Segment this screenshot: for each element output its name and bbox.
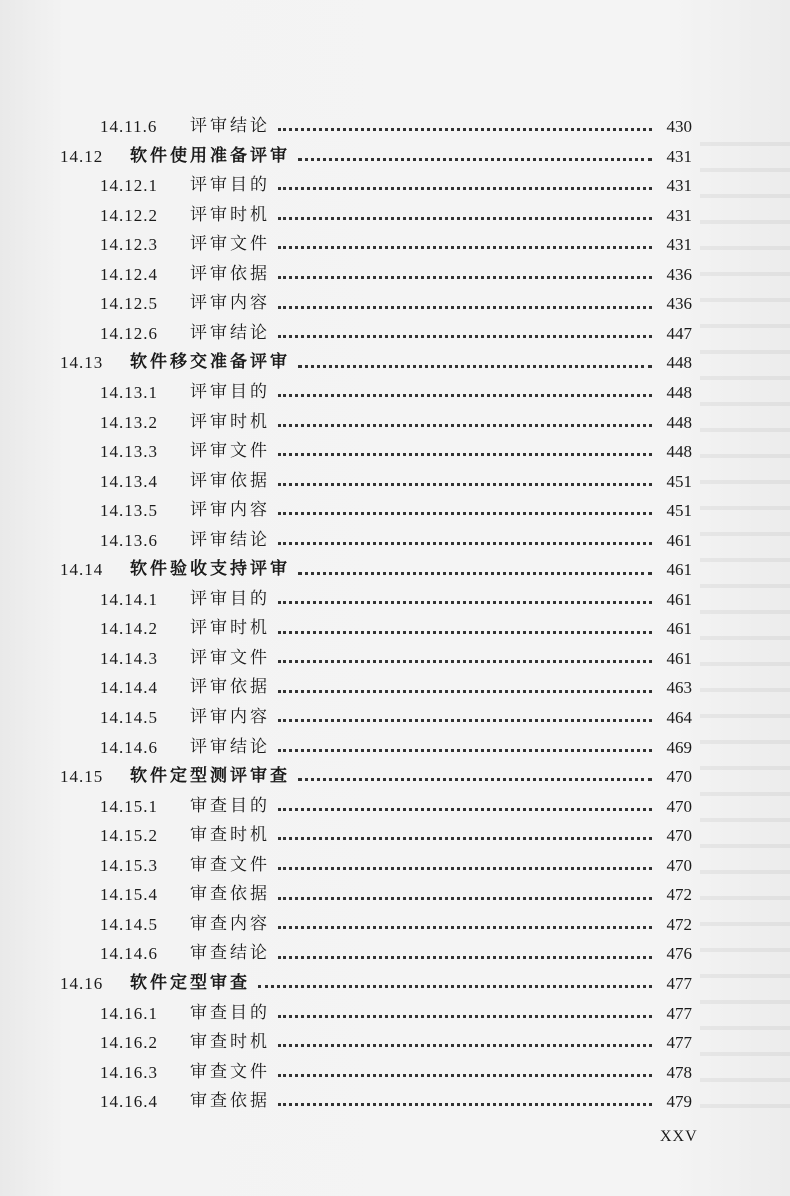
toc-entry-title: 软件使用准备评审 (130, 145, 290, 166)
toc-subsection-entry (100, 910, 692, 940)
toc-subsection-entry (100, 1028, 692, 1058)
toc-entry-page: 469 (666, 737, 692, 757)
toc-entry-title: 审查文件 (190, 854, 270, 875)
toc-entry-number: 14.12.1 (100, 176, 158, 196)
toc-entry-number: 14.14.4 (100, 678, 158, 698)
toc-entry-number: 14.16.3 (100, 1062, 158, 1082)
toc-entry-number: 14.14.6 (100, 737, 158, 757)
toc-entry-title: 评审内容 (190, 293, 270, 314)
toc-entry-title: 审查时机 (190, 825, 270, 846)
toc-entry-page: 448 (666, 382, 692, 402)
toc-section-entry (60, 142, 692, 172)
toc-entry-page: 461 (666, 648, 692, 668)
toc-entry-page: 470 (666, 855, 692, 875)
toc-entry-number: 14.16.2 (100, 1033, 158, 1053)
toc-entry-title: 软件定型测评审查 (130, 766, 290, 787)
toc-dot-leader (278, 1013, 652, 1018)
toc-subsection-entry (100, 467, 692, 497)
toc-section-entry (60, 555, 692, 585)
toc-dot-leader (278, 274, 652, 279)
toc-entry-number: 14.12.3 (100, 235, 158, 255)
toc-subsection-entry (100, 408, 692, 438)
toc-dot-leader (278, 865, 652, 870)
toc-dot-leader (278, 244, 652, 249)
toc-entry-number: 14.15.2 (100, 826, 158, 846)
toc-dot-leader (278, 835, 652, 840)
toc-dot-leader (278, 895, 652, 900)
toc-dot-leader (278, 1072, 652, 1077)
toc-entry-number: 14.12.4 (100, 264, 158, 284)
toc-entry-number: 14.13.2 (100, 412, 158, 432)
toc-entry-page: 461 (666, 560, 692, 580)
toc-dot-leader (278, 1042, 652, 1047)
toc-entry-number: 14.13 (60, 353, 104, 373)
toc-entry-page: 431 (666, 146, 692, 166)
toc-entry-title: 评审文件 (190, 647, 270, 668)
toc-dot-leader (278, 126, 652, 131)
toc-entry-page: 447 (666, 323, 692, 343)
toc-subsection-entry (100, 821, 692, 851)
toc-subsection-entry (100, 585, 692, 615)
toc-subsection-entry (100, 673, 692, 703)
toc-dot-leader (278, 629, 652, 634)
toc-entry-title: 评审内容 (190, 500, 270, 521)
toc-entry-title: 评审目的 (190, 381, 270, 402)
show-through-shadow (700, 120, 790, 1120)
toc-entry-page: 431 (666, 205, 692, 225)
toc-entry-title: 评审时机 (190, 411, 270, 432)
toc-entry-title: 审查时机 (190, 1032, 270, 1053)
toc-entry-title: 评审时机 (190, 618, 270, 639)
toc-dot-leader (278, 185, 652, 190)
toc-dot-leader (278, 717, 652, 722)
toc-entry-page: 463 (666, 678, 692, 698)
toc-dot-leader (278, 481, 652, 486)
toc-entry-title: 评审文件 (190, 234, 270, 255)
toc-entry-title: 软件移交准备评审 (130, 352, 290, 373)
toc-dot-leader (278, 688, 652, 693)
toc-entry-title: 评审结论 (190, 322, 270, 343)
toc-entry-page: 451 (666, 501, 692, 521)
toc-entry-page: 464 (666, 708, 692, 727)
toc-subsection-entry (100, 733, 692, 763)
toc-entry-page: 430 (666, 117, 692, 136)
toc-entry-title: 审查目的 (190, 795, 270, 816)
toc-entry-page: 470 (666, 796, 692, 816)
toc-entry-page: 470 (666, 826, 692, 846)
toc-dot-leader (278, 747, 652, 752)
toc-dot-leader (278, 540, 652, 545)
toc-entry-page: 477 (666, 1003, 692, 1023)
toc-dot-leader (278, 1101, 652, 1106)
toc-entry-number: 14.14.1 (100, 589, 158, 609)
toc-entry-number: 14.13.4 (100, 471, 158, 491)
toc-dot-leader (278, 510, 652, 515)
toc-entry-page: 436 (666, 294, 692, 314)
toc-dot-leader (298, 776, 652, 781)
toc-dot-leader (258, 983, 652, 988)
toc-dot-leader (278, 599, 652, 604)
toc-subsection-entry (100, 378, 692, 408)
toc-subsection-entry (100, 851, 692, 881)
toc-entry-page: 431 (666, 235, 692, 255)
toc-entry-title: 评审目的 (190, 588, 270, 609)
toc-entry-page: 448 (666, 353, 692, 373)
toc-entry-number: 14.12 (60, 146, 104, 166)
toc-entry-title: 审查结论 (190, 943, 270, 964)
toc-dot-leader (278, 333, 652, 338)
toc-entry-title: 评审依据 (190, 677, 270, 698)
toc-entry-number: 14.13.5 (100, 501, 158, 521)
toc-section-entry (60, 969, 692, 999)
toc-entry-title: 评审文件 (190, 441, 270, 462)
toc-dot-leader (278, 304, 652, 309)
toc-entry-number: 14.15.1 (100, 796, 158, 816)
toc-subsection-entry (100, 112, 692, 142)
toc-entry-title: 审查文件 (190, 1061, 270, 1082)
toc-entry-number: 14.14.3 (100, 648, 158, 668)
toc-entry-page: 448 (666, 412, 692, 432)
toc-entry-title: 评审结论 (190, 736, 270, 757)
toc-entry-title: 审查依据 (190, 884, 270, 905)
toc-subsection-entry (100, 999, 692, 1029)
toc-entry-number: 14.12.5 (100, 294, 158, 314)
toc-entry-page: 479 (666, 1092, 692, 1112)
toc-dot-leader (298, 156, 652, 161)
toc-entry-number: 14.16 (60, 973, 104, 993)
toc-entry-number: 14.13.6 (100, 530, 158, 550)
toc-subsection-entry (100, 319, 692, 349)
toc-entry-page: 461 (666, 530, 692, 550)
toc-subsection-entry (100, 880, 692, 910)
toc-entry-number: 14.15 (60, 767, 104, 787)
toc-subsection-entry (100, 939, 692, 969)
toc-entry-title: 评审结论 (190, 116, 270, 136)
toc-subsection-entry (100, 1087, 692, 1117)
toc-dot-leader (278, 392, 652, 397)
toc-entry-number: 14.16.1 (100, 1003, 158, 1023)
toc-dot-leader (278, 422, 652, 427)
toc-subsection-entry (100, 703, 692, 733)
toc-entry-page: 461 (666, 589, 692, 609)
toc-entry-number: 14.16.4 (100, 1092, 158, 1112)
toc-entry-number: 14.14.5 (100, 914, 158, 934)
toc-entry-page: 448 (666, 442, 692, 462)
toc-entry-number: 14.14.2 (100, 619, 158, 639)
toc-entry-number: 14.15.4 (100, 885, 158, 905)
toc-subsection-entry (100, 526, 692, 556)
toc-entry-number: 14.15.3 (100, 855, 158, 875)
toc-entry-page: 436 (666, 264, 692, 284)
toc-entry-number: 14.13.1 (100, 382, 158, 402)
toc-entry-title: 评审目的 (190, 175, 270, 196)
toc-section-entry (60, 348, 692, 378)
toc-subsection-entry (100, 201, 692, 231)
toc-entry-number: 14.12.2 (100, 205, 158, 225)
toc-entry-title: 评审时机 (190, 204, 270, 225)
toc-subsection-entry (100, 792, 692, 822)
toc-subsection-entry (100, 230, 692, 260)
toc-entry-number: 14.12.6 (100, 323, 158, 343)
toc-entry-title: 评审依据 (190, 263, 270, 284)
toc-entry-page: 461 (666, 619, 692, 639)
toc-entry-page: 470 (666, 767, 692, 787)
toc-entry-number: 14.14.6 (100, 944, 158, 964)
toc-subsection-entry (100, 260, 692, 290)
page-folio: XXV (660, 1128, 698, 1145)
toc-subsection-entry (100, 289, 692, 319)
toc-entry-title: 审查内容 (190, 913, 270, 934)
toc-entry-number: 14.14.5 (100, 708, 158, 727)
toc-subsection-entry (100, 614, 692, 644)
toc-entry-page: 451 (666, 471, 692, 491)
toc-subsection-entry (100, 437, 692, 467)
toc-entry-page: 472 (666, 885, 692, 905)
toc-subsection-entry (100, 496, 692, 526)
toc-entry-title: 软件定型审查 (130, 972, 250, 993)
toc-dot-leader (278, 924, 652, 929)
toc-entry-number: 14.11.6 (100, 117, 158, 136)
toc-entry-page: 476 (666, 944, 692, 964)
toc-dot-leader (278, 658, 652, 663)
toc-entry-title: 评审依据 (190, 470, 270, 491)
toc-section-entry (60, 762, 692, 792)
toc-entry-title: 审查依据 (190, 1091, 270, 1112)
toc-subsection-entry (100, 1058, 692, 1088)
toc-dot-leader (298, 363, 652, 368)
toc-subsection-entry (100, 644, 692, 674)
toc-dot-leader (298, 570, 652, 575)
toc-entry-title: 软件验收支持评审 (130, 559, 290, 580)
toc-entry-page: 431 (666, 176, 692, 196)
toc-entry-page: 478 (666, 1062, 692, 1082)
toc-entry-title: 评审内容 (190, 707, 270, 727)
toc-entry-title: 审查目的 (190, 1002, 270, 1023)
toc-dot-leader (278, 954, 652, 959)
toc-entry-title: 评审结论 (190, 529, 270, 550)
toc-entry-number: 14.13.3 (100, 442, 158, 462)
toc-dot-leader (278, 215, 652, 220)
toc-entry-number: 14.14 (60, 560, 104, 580)
toc-entry-page: 472 (666, 914, 692, 934)
toc-entry-page: 477 (666, 973, 692, 993)
toc-entry-page: 477 (666, 1033, 692, 1053)
toc-dot-leader (278, 451, 652, 456)
toc-subsection-entry (100, 171, 692, 201)
toc-dot-leader (278, 806, 652, 811)
